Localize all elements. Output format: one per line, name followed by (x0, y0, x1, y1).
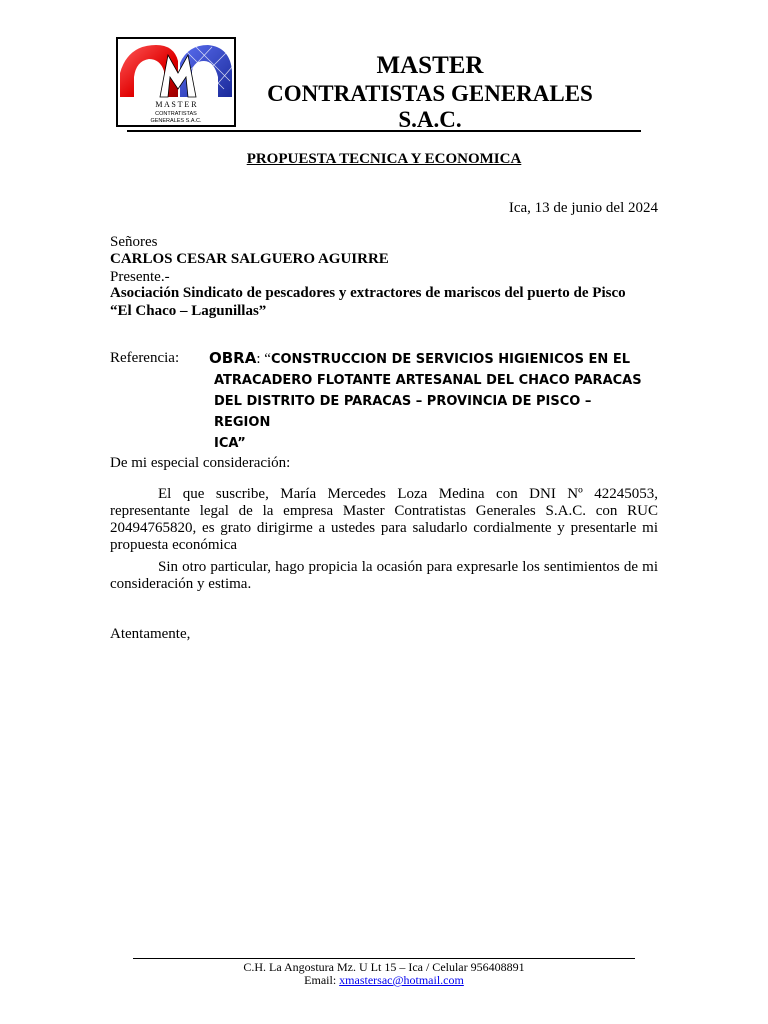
logo-text-generales: GENERALES S.A.C. (150, 118, 202, 124)
footer-address: C.H. La Angostura Mz. U Lt 15 – Ica / Celular 956408891 (243, 960, 525, 974)
greeting: De mi especial consideración: (110, 455, 291, 471)
body-paragraph-1: El que suscribe, María Mercedes Loza Medina con DNI Nº 42245053, representante legal de la empresa Master Contratistas Generales S.A.C. con RUC 20494765820, es grato dirigirme a ustedes para saludarlo cordialmente y presentarle mi propuesta económica (110, 486, 658, 553)
obra-line-1: CONSTRUCCION DE SERVICIOS HIGIENICOS EN EL (270, 352, 630, 367)
header-divider (127, 130, 641, 132)
obra-open-quote: “ (264, 351, 271, 367)
obra-line-2: ATRACADERO FLOTANTE ARTESANAL DEL CHACO PARACAS (214, 373, 642, 388)
presente-label: Presente.- (110, 269, 170, 285)
obra-line-4: ICA” (214, 436, 246, 451)
document-title: PROPUESTA TECNICA Y ECONOMICA (246, 151, 522, 167)
logo-text-master: M A S T E R (155, 100, 197, 109)
document-date: Ica, 13 de junio del 2024 (508, 200, 658, 216)
reference-label: Referencia: (110, 350, 180, 366)
obra-colon: : (256, 351, 265, 367)
logo-text-contratistas: CONTRATISTAS (155, 111, 197, 117)
obra-line-3: DEL DISTRITO DE PARACAS – PROVINCIA DE PISCO – REGION (214, 394, 592, 430)
association-name: Asociación Sindicato de pescadores y extractores de mariscos del puerto de Pisco (110, 285, 626, 301)
obra-key: OBRA (209, 349, 257, 367)
footer-divider (133, 958, 635, 959)
recipient-name: CARLOS CESAR SALGUERO AGUIRRE (110, 251, 389, 267)
association-subtitle: “El Chaco – Lagunillas” (110, 303, 267, 319)
closing: Atentamente, (110, 626, 191, 642)
company-name-line2: CONTRATISTAS GENERALES S.A.C. (267, 81, 593, 132)
footer-email-label: Email: (304, 973, 340, 987)
footer-email-link[interactable]: xmastersac@hotmail.com (339, 973, 464, 987)
salutation: Señores (110, 234, 158, 250)
body-paragraph-2: Sin otro particular, hago propicia la ocasión para expresarle los sentimientos de mi consideración y estima. (110, 559, 658, 592)
obra-reference (209, 348, 649, 454)
footer-email-line (110, 973, 658, 987)
company-logo (116, 37, 236, 127)
company-name-line1: MASTER (376, 52, 484, 79)
